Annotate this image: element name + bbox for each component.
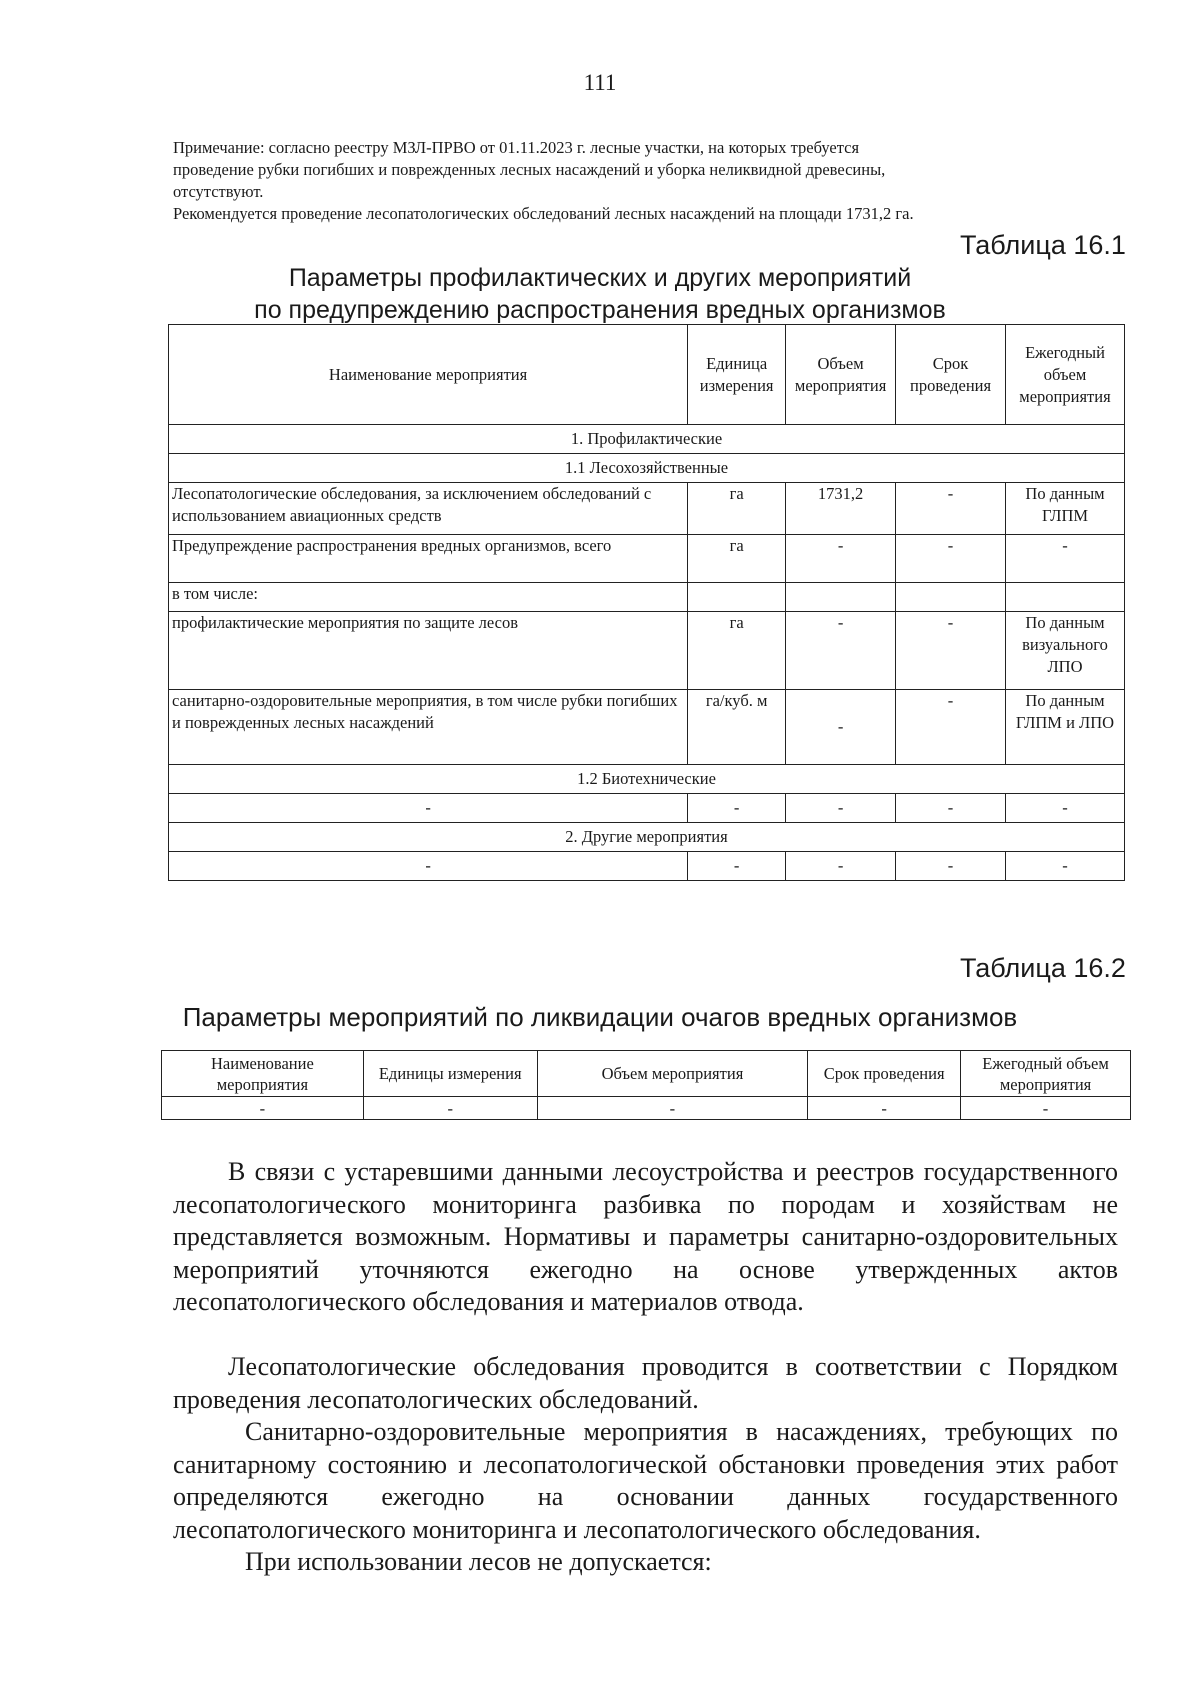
cell-name: в том числе:	[169, 583, 688, 612]
cell-unit: -	[688, 794, 786, 823]
note-line: Рекомендуется проведение лесопатологических обследований лесных насаждений на площади 1731,2 га.	[173, 204, 914, 223]
paragraph-text: Санитарно-оздоровительные мероприятия в насаждениях, требующих по санитарному состоянию и лесопатологической обстановки проведения этих работ определяются ежегодно на основании данных государственного лесопатологического мониторинга и лесопатологического обследования.	[173, 1417, 1118, 1544]
column-header: Единица измерения	[688, 325, 786, 425]
table-row	[169, 690, 1125, 765]
cell-unit: га/куб. м	[688, 690, 786, 765]
cell-volume: -	[786, 794, 896, 823]
note-line: Примечание: согласно реестру МЗЛ-ПРВО от 01.11.2023 г. лесные участки, на которых требуется	[173, 138, 860, 157]
table-row	[169, 794, 1125, 823]
cell-term: -	[896, 483, 1006, 535]
body-paragraph	[173, 1351, 1118, 1416]
cell-annual: -	[1006, 794, 1125, 823]
table-cell: -	[162, 1097, 364, 1120]
cell-unit	[688, 583, 786, 612]
note-line: отсутствуют.	[173, 182, 264, 201]
table-cell: -	[961, 1097, 1131, 1120]
cell-volume: -	[786, 690, 896, 765]
paragraph-text: При использовании лесов не допускается:	[245, 1547, 712, 1576]
column-header: Объем мероприятия	[537, 1051, 808, 1097]
table-cell: -	[808, 1097, 961, 1120]
cell-name: Лесопатологические обследования, за исключением обследований с использованием авиационных средств	[169, 483, 688, 535]
cell-unit: га	[688, 535, 786, 583]
cell-term: -	[896, 690, 1006, 765]
column-header: Единицы измерения	[363, 1051, 537, 1097]
cell-annual: По данным ГЛПМ	[1006, 483, 1125, 535]
section-row	[169, 823, 1125, 852]
column-header: Срок проведения	[808, 1051, 961, 1097]
cell-annual: -	[1006, 535, 1125, 583]
section-label: 2. Другие мероприятия	[169, 823, 1125, 852]
cell-unit: -	[688, 852, 786, 881]
cell-term	[896, 583, 1006, 612]
section-label: 1.2 Биотехнические	[169, 765, 1125, 794]
section-row	[169, 425, 1125, 454]
cell-unit: га	[688, 612, 786, 690]
cell-annual: -	[1006, 852, 1125, 881]
table-header-row	[162, 1051, 1131, 1097]
cell-name: -	[169, 852, 688, 881]
table-caption: Таблица 16.2	[960, 953, 1126, 983]
note-block	[173, 137, 1118, 225]
cell-annual	[1006, 583, 1125, 612]
section-label: 1.1 Лесохозяйственные	[169, 454, 1125, 483]
column-header: Наименование мероприятия	[169, 325, 688, 425]
cell-volume: -	[786, 535, 896, 583]
section-row	[169, 765, 1125, 794]
cell-name: санитарно-оздоровительные мероприятия, в том числе рубки погибших и поврежденных лесных насаждений	[169, 690, 688, 765]
cell-term: -	[896, 535, 1006, 583]
cell-volume: 1731,2	[786, 483, 896, 535]
table-row	[169, 483, 1125, 535]
table-cell: -	[363, 1097, 537, 1120]
liquidation-table	[161, 1050, 1131, 1120]
column-header: Наименование мероприятия	[162, 1051, 364, 1097]
column-header: Объем мероприятия	[786, 325, 896, 425]
paragraph-text: В связи с устаревшими данными лесоустройства и реестров государственного лесопатологического мониторинга разбивка по породам и хозяйствам не представляется возможным. Нормативы и параметры санитарно-оздоровительных мероприятий уточняются ежегодно на основе утвержденных актов лесопатологического обследования и материалов отвода.	[173, 1157, 1118, 1316]
section-label: 1. Профилактические	[169, 425, 1125, 454]
cell-volume: -	[786, 852, 896, 881]
cell-term: -	[896, 794, 1006, 823]
table-title: по предупреждению распространения вредных организмов	[254, 296, 946, 324]
table-row	[169, 612, 1125, 690]
table-row	[169, 583, 1125, 612]
cell-annual: По данным ГЛПМ и ЛПО	[1006, 690, 1125, 765]
cell-name: Предупреждение распространения вредных организмов, всего	[169, 535, 688, 583]
paragraph-text: Лесопатологические обследования проводится в соответствии с Порядком проведения лесопатологических обследований.	[173, 1352, 1118, 1414]
body-paragraph	[173, 1416, 1118, 1546]
cell-volume: -	[786, 612, 896, 690]
body-paragraph	[173, 1156, 1118, 1319]
measures-table	[168, 324, 1125, 881]
cell-name: -	[169, 794, 688, 823]
page-number: 111	[583, 70, 617, 95]
column-header: Ежегодный объем мероприятия	[1006, 325, 1125, 425]
table-title: Параметры профилактических и других мероприятий	[288, 264, 912, 292]
table-row	[169, 535, 1125, 583]
table-title: Параметры мероприятий по ликвидации очагов вредных организмов	[182, 1002, 1018, 1032]
cell-unit: га	[688, 483, 786, 535]
section-row	[169, 454, 1125, 483]
table-row	[169, 852, 1125, 881]
cell-term: -	[896, 612, 1006, 690]
table-cell: -	[537, 1097, 808, 1120]
cell-name: профилактические мероприятия по защите лесов	[169, 612, 688, 690]
body-paragraph	[173, 1546, 1118, 1579]
table-header-row	[169, 325, 1125, 425]
table-row	[162, 1097, 1131, 1120]
cell-annual: По данным визуального ЛПО	[1006, 612, 1125, 690]
note-line: проведение рубки погибших и поврежденных лесных насаждений и уборка неликвидной древесины,	[173, 160, 886, 179]
cell-term: -	[896, 852, 1006, 881]
column-header: Ежегодный объем мероприятия	[961, 1051, 1131, 1097]
cell-volume	[786, 583, 896, 612]
column-header: Срок проведения	[896, 325, 1006, 425]
table-caption: Таблица 16.1	[960, 230, 1126, 260]
